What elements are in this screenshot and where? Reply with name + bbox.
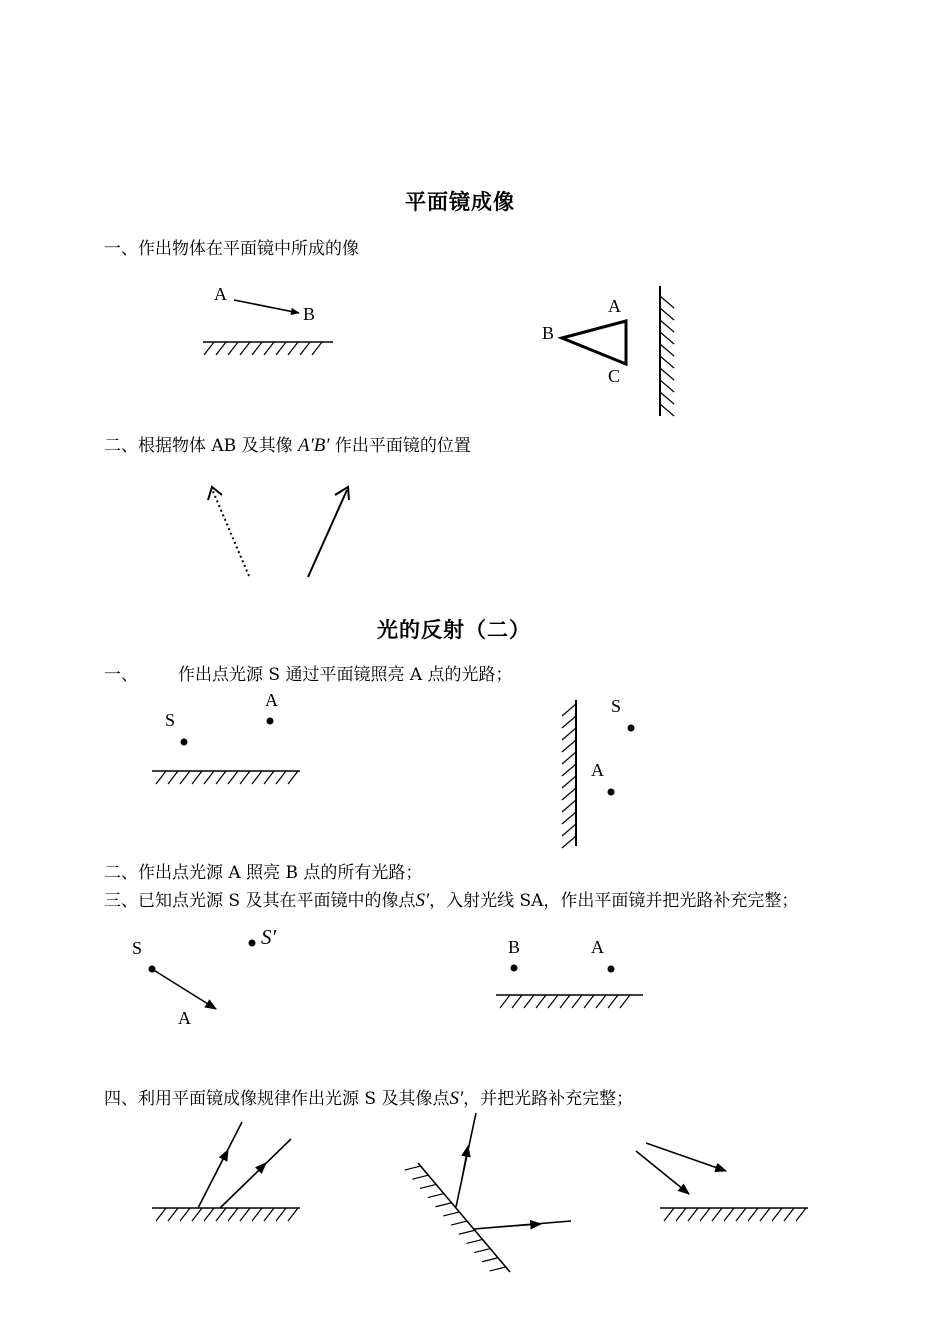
hatch-mark [466, 1239, 482, 1243]
figure-2-object-and-image [208, 487, 349, 577]
question-1-mirror-image: 一、作出物体在平面镜中所成的像 [104, 239, 359, 259]
mirror-hatching [405, 1166, 506, 1271]
hatch-mark [228, 771, 238, 784]
figure-r1a [152, 690, 300, 784]
hatch-mark [156, 771, 166, 784]
hatch-mark [156, 1208, 166, 1221]
hatch-mark [562, 824, 576, 836]
hatch-mark [252, 342, 262, 355]
hatch-mark [700, 1208, 710, 1221]
hatch-mark [512, 995, 522, 1008]
hatch-mark [420, 1184, 436, 1188]
hatch-mark [664, 1208, 674, 1221]
figure-1b-triangle [542, 286, 674, 416]
label-a: A [214, 284, 227, 304]
point-s [181, 739, 188, 746]
hatch-mark [660, 344, 674, 356]
hatch-mark [562, 716, 576, 728]
object-arrowhead [335, 487, 349, 500]
hatch-mark [660, 332, 674, 344]
label-s: S [132, 938, 143, 958]
question-2-text-pre: 二、根据物体 AB 及其像 [104, 436, 298, 456]
ray-2-arrow [240, 1163, 266, 1189]
label-a: A [608, 296, 621, 316]
image-label-ab-prime: A′B′ [297, 435, 330, 456]
hatch-mark [536, 995, 546, 1008]
label-a: A [265, 690, 278, 710]
hatch-mark [276, 342, 286, 355]
hatch-mark [168, 1208, 178, 1221]
hatch-mark [276, 771, 286, 784]
object-arrow-ab [234, 300, 299, 313]
hatch-mark [712, 1208, 722, 1221]
hatch-mark [180, 771, 190, 784]
reflection-question-4-post: ，并把光路补充完整； [463, 1089, 634, 1109]
figure-r2 [496, 937, 643, 1008]
hatch-mark [288, 1208, 298, 1221]
figure-r1b [562, 696, 635, 848]
reflection-question-3-pre: 三、已知点光源 S 及其在平面镜中的像点 [104, 891, 416, 911]
hatch-mark [608, 995, 618, 1008]
hatch-mark [620, 995, 630, 1008]
mirror-hatching [156, 1208, 298, 1221]
label-c: C [608, 366, 621, 386]
hatch-mark [562, 800, 576, 812]
hatch-mark [736, 1208, 746, 1221]
hatch-mark [192, 771, 202, 784]
hatch-mark [562, 752, 576, 764]
hatch-mark [784, 1208, 794, 1221]
hatch-mark [428, 1194, 444, 1198]
hatch-mark [216, 342, 226, 355]
hatch-mark [204, 342, 214, 355]
label-s: S [165, 710, 176, 730]
hatch-mark [300, 342, 310, 355]
title-reflection-2: 光的反射（二） [377, 618, 531, 642]
hatch-mark [562, 776, 576, 788]
hatch-mark [562, 788, 576, 800]
label-b: B [303, 304, 316, 324]
image-arrow-dotted [212, 489, 249, 576]
hatch-mark [660, 320, 674, 332]
hatch-mark [548, 995, 558, 1008]
object-arrow-solid [308, 490, 347, 577]
reflection-question-4-pre: 四、利用平面镜成像规律作出光源 S 及其像点 [104, 1089, 450, 1109]
hatch-mark [688, 1208, 698, 1221]
hatch-mark [660, 308, 674, 320]
hatch-mark [724, 1208, 734, 1221]
mirror-hatching [562, 704, 576, 848]
figure-r4c [636, 1143, 808, 1221]
hatch-mark [490, 1267, 506, 1271]
hatch-mark [204, 771, 214, 784]
hatch-mark [436, 1203, 452, 1207]
hatch-mark [412, 1175, 428, 1179]
hatch-mark [524, 995, 534, 1008]
point-b [511, 965, 518, 972]
mirror-hatching [156, 771, 298, 784]
hatch-mark [660, 368, 674, 380]
hatch-mark [180, 1208, 190, 1221]
ray-1-arrow [212, 1150, 228, 1181]
point-a [267, 718, 274, 725]
hatch-mark [560, 995, 570, 1008]
hatch-mark [596, 995, 606, 1008]
hatch-mark [264, 771, 274, 784]
hatch-mark [252, 1208, 262, 1221]
image-point-label-s-prime-2: S′ [449, 1088, 464, 1109]
hatch-mark [264, 1208, 274, 1221]
hatch-mark [584, 995, 594, 1008]
hatch-mark [562, 764, 576, 776]
hatch-mark [660, 392, 674, 404]
hatch-mark [276, 1208, 286, 1221]
hatch-mark [168, 771, 178, 784]
hatch-mark [562, 704, 576, 716]
incident-ray-1 [646, 1143, 726, 1171]
reflection-question-2: 二、作出点光源 A 照亮 B 点的所有光路； [104, 863, 423, 883]
hatch-mark [562, 740, 576, 752]
hatch-mark [562, 836, 576, 848]
label-a: A [178, 1008, 191, 1028]
hatch-mark [562, 812, 576, 824]
hatch-mark [660, 296, 674, 308]
figure-r4b [405, 1113, 571, 1272]
reflection-question-1-number: 一、 [104, 665, 138, 685]
hatch-mark [500, 995, 510, 1008]
hatch-mark [572, 995, 582, 1008]
mirror-hatching [664, 1208, 806, 1221]
hatch-mark [228, 342, 238, 355]
hatch-mark [312, 342, 322, 355]
hatch-mark [405, 1166, 421, 1170]
label-b: B [542, 323, 555, 343]
point-a [608, 789, 615, 796]
hatch-mark [192, 1208, 202, 1221]
hatch-mark [240, 771, 250, 784]
hatch-mark [562, 728, 576, 740]
figure-1a-arrow-ab [203, 284, 333, 355]
mirror-hatching [500, 995, 630, 1008]
question-2-text-post: 作出平面镜的位置 [329, 436, 471, 456]
incident-ray-sa [152, 969, 216, 1009]
label-s-prime: S′ [261, 925, 277, 949]
hatch-mark [748, 1208, 758, 1221]
incident-ray-2 [636, 1151, 689, 1194]
label-a: A [591, 760, 604, 780]
mirror-hatching [204, 342, 322, 355]
hatch-mark [760, 1208, 770, 1221]
figure-r4a [152, 1122, 300, 1221]
point-s [628, 725, 635, 732]
hatch-mark [772, 1208, 782, 1221]
hatch-mark [482, 1258, 498, 1262]
hatch-mark [216, 1208, 226, 1221]
hatch-mark [474, 1249, 490, 1253]
figure-r3 [132, 925, 277, 1028]
mirror-hatching [660, 296, 674, 416]
reflection-question-1-text: 作出点光源 S 通过平面镜照亮 A 点的光路； [178, 665, 513, 685]
hatch-mark [443, 1212, 459, 1216]
hatch-mark [288, 771, 298, 784]
image-point-label-s-prime: S′ [415, 890, 430, 911]
label-s: S [611, 696, 622, 716]
hatch-mark [204, 1208, 214, 1221]
ray-1-arrow [461, 1146, 468, 1183]
hatch-mark [451, 1221, 467, 1225]
point-a [608, 966, 615, 973]
hatch-mark [264, 342, 274, 355]
reflection-question-3-post: ，入射光线 SA，作出平面镜并把光路补充完整； [429, 891, 799, 911]
title-plane-mirror: 平面镜成像 [405, 190, 515, 214]
hatch-mark [288, 342, 298, 355]
point-s-prime [249, 940, 256, 947]
hatch-mark [796, 1208, 806, 1221]
mirror-tilted [418, 1163, 510, 1272]
hatch-mark [252, 771, 262, 784]
reflected-ray-1 [456, 1113, 476, 1207]
triangle-abc [562, 321, 626, 364]
hatch-mark [228, 1208, 238, 1221]
label-a: A [591, 937, 604, 957]
hatch-mark [660, 404, 674, 416]
hatch-mark [240, 1208, 250, 1221]
label-b: B [508, 937, 521, 957]
hatch-mark [459, 1230, 475, 1234]
hatch-mark [676, 1208, 686, 1221]
hatch-mark [216, 771, 226, 784]
hatch-mark [660, 356, 674, 368]
hatch-mark [240, 342, 250, 355]
hatch-mark [660, 380, 674, 392]
